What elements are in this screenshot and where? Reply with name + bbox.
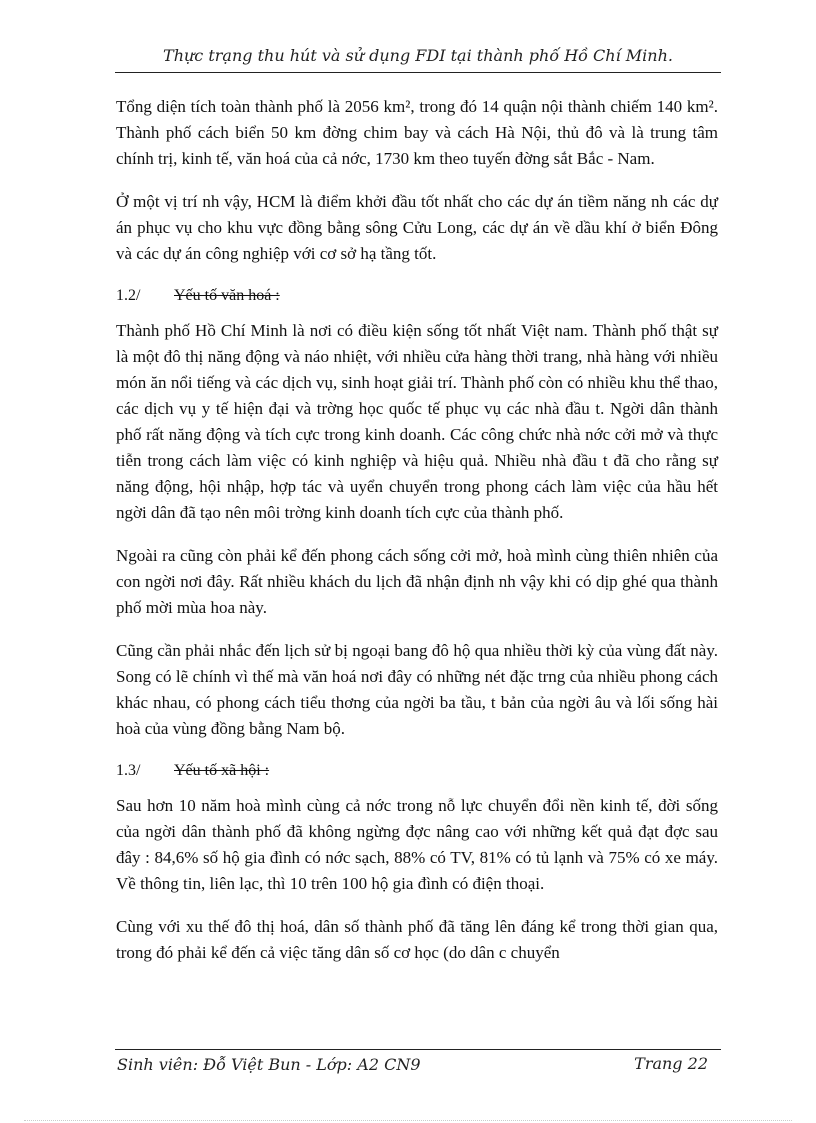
document-body [116, 94, 718, 983]
paragraph: Ngoài ra cũng còn phải kể đến phong cách sống cởi mở, hoà mình cùng thiên nhiên của con ngời nơi đây. Rất nhiều khách du lịch đã nhận định nh vậy khi có dịp ghé qua thành phố mời mùa hoa này. [116, 546, 718, 617]
section-heading [116, 284, 718, 308]
section-title: Yếu tố văn hoá : [174, 287, 280, 304]
page-edge [24, 1120, 792, 1121]
page-number [634, 1054, 708, 1073]
paragraph: Sau hơn 10 năm hoà mình cùng cả nớc trong nỗ lực chuyển đổi nền kinh tế, đời sống của ngời dân thành phố đã không ngừng đợc nâng cao với những kết quả đạt đợc sau đây : 84,6% số hộ gia đình có nớc sạch, 88% có TV, 81% có tủ lạnh và 75% có xe máy. Về thông tin, liên lạc, thì 10 trên 100 hộ gia đình có điện thoại. [116, 796, 718, 893]
running-header: Thực trạng thu hút và sử dụng FDI tại thành phố Hồ Chí Minh. [163, 46, 673, 65]
paragraph: Ở một vị trí nh vậy, HCM là điểm khởi đầu tốt nhất cho các dự án tiềm năng nh các dự án phục vụ cho khu vực đồng bằng sông Cửu Long, các dự án về dầu khí ở biển Đông và các dự án công nghiệp với cơ sở hạ tầng tốt. [116, 192, 718, 263]
page-label: Trang [634, 1054, 683, 1073]
section-number: 1.3/ [116, 762, 141, 779]
paragraph: Thành phố Hồ Chí Minh là nơi có điều kiện sống tốt nhất Việt nam. Thành phố thật sự là một đô thị năng động và náo nhiệt, với nhiều cửa hàng thời trang, nhà hàng với nhiều món ăn nổi tiếng và các dịch vụ, sinh hoạt giải trí. Thành phố còn có nhiều khu thể thao, các dịch vụ y tế hiện đại và trờng học quốc tế phục vụ các nhà đầu t. Ngời dân thành phố rất năng động và tích cực trong kinh doanh. Các công chức nhà nớc cởi mở và thực tiễn trong cách làm việc có kinh nghiệp và hiệu quả. Nhiều nhà đầu t đã cho rằng sự năng động, hội nhập, hợp tác và uyển chuyển trong phong cách làm việc của hầu hết ngời dân đã tạo nên môi trờng kinh doanh tích cực của thành phố. [116, 321, 718, 522]
section-title: Yếu tố xã hội : [174, 762, 270, 779]
header-rule [115, 72, 721, 73]
paragraph: Tổng diện tích toàn thành phố là 2056 km², trong đó 14 quận nội thành chiếm 140 km². Thành phố cách biển 50 km đờng chim bay và cách Hà Nội, thủ đô và là trung tâm chính trị, kinh tế, văn hoá của cả nớc, 1730 km theo tuyến đờng sắt Bắc - Nam. [116, 97, 718, 168]
paragraph: Cũng cần phải nhắc đến lịch sử bị ngoại bang đô hộ qua nhiều thời kỳ của vùng đất này. Song có lẽ chính vì thế mà văn hoá nơi đây có những nét đặc trng của nhiều phong cách khác nhau, có phong cách tiểu thơng của ngời ba tầu, t bản của ngời âu và lối sống hài hoà của vùng đồng bằng Nam bộ. [116, 641, 718, 738]
paragraph: Cùng với xu thế đô thị hoá, dân số thành phố đã tăng lên đáng kể trong thời gian qua, trong đó phải kể đến cả việc tăng dân số cơ học (do dân c chuyển [116, 917, 718, 962]
footer-rule [115, 1049, 721, 1050]
section-heading [116, 759, 718, 783]
section-number: 1.2/ [116, 287, 141, 304]
footer-author: Sinh viên: Đỗ Việt Bun - Lớp: A2 CN9 [117, 1055, 421, 1074]
page-number-value: 22 [687, 1054, 708, 1073]
